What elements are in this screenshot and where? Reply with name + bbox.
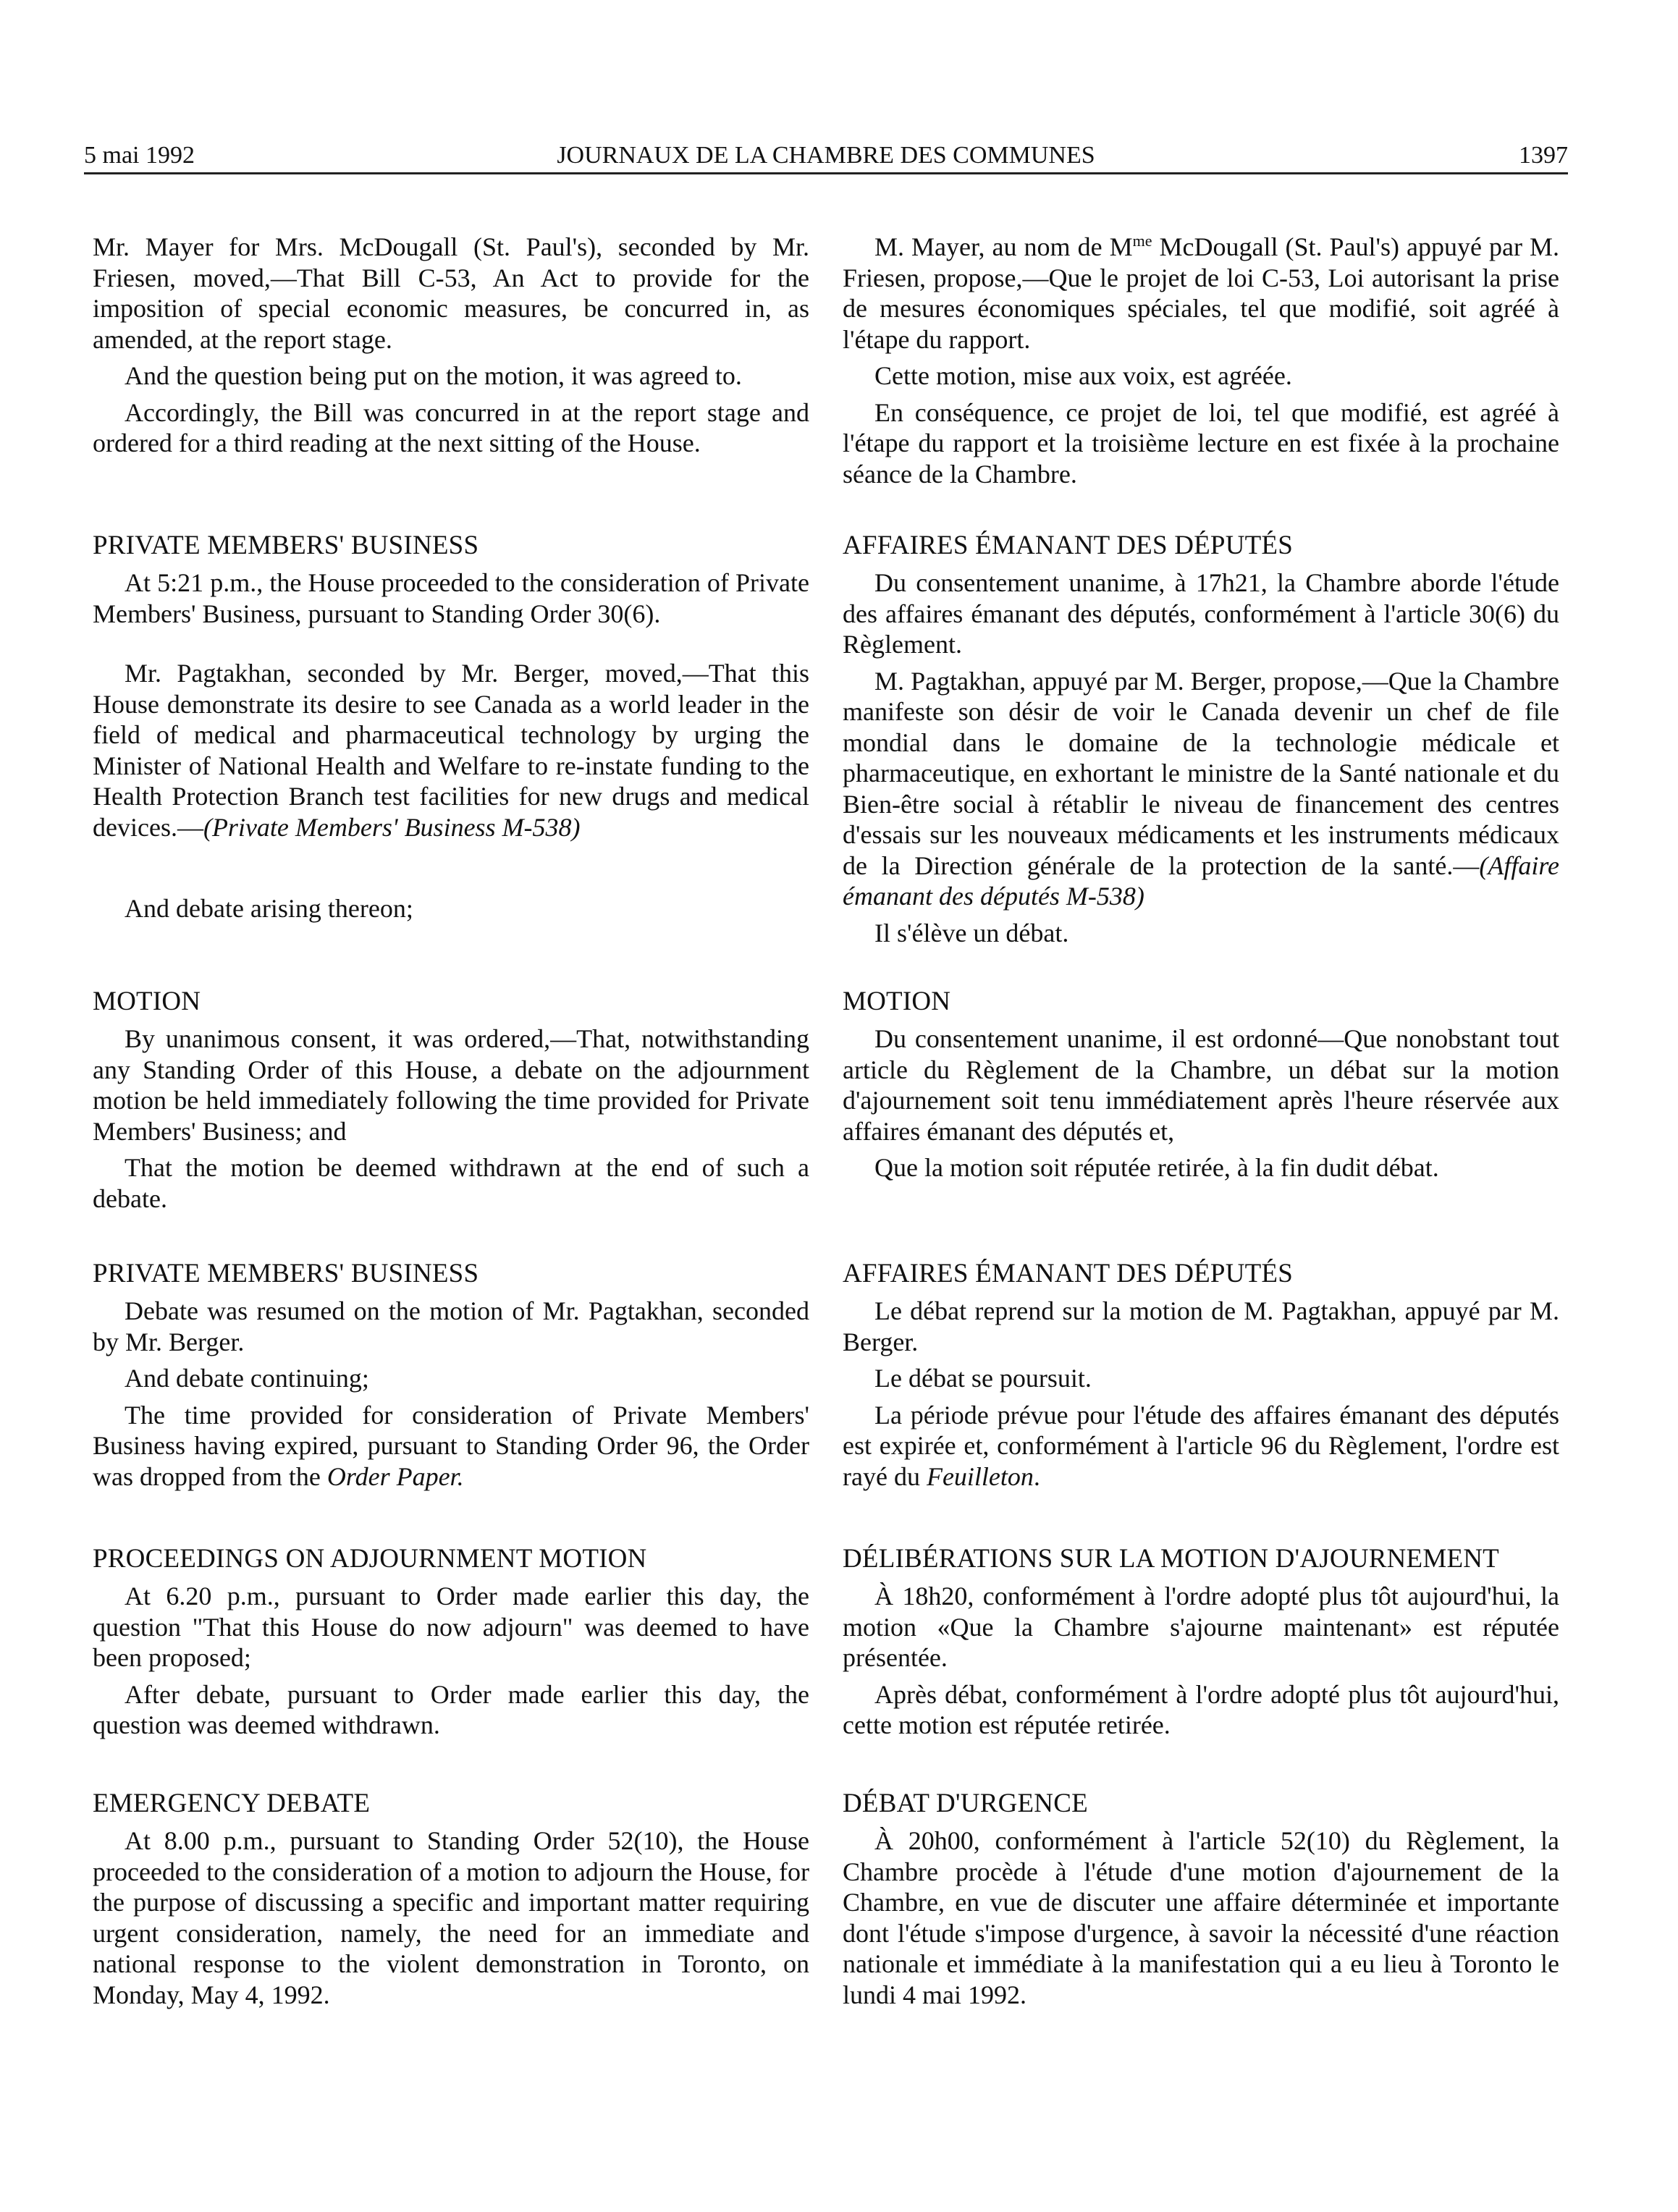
en-report-p2: And the question being put on the motion, it was agreed to.	[125, 361, 742, 390]
fr-pmb1-p2-ref: (Affaire émanant des députés M-538)	[843, 850, 1559, 911]
fr-pmb2-heading: AFFAIRES ÉMANANT DES DÉPUTÉS	[843, 1259, 1293, 1288]
fr-emergency-heading: DÉBAT D'URGENCE	[843, 1789, 1088, 1818]
en-report-stage	[93, 232, 809, 465]
en-emergency-heading: EMERGENCY DEBATE	[93, 1789, 371, 1818]
fr-emergency-section	[843, 1788, 1559, 2016]
fr-adjournment-section	[843, 1543, 1559, 1747]
en-motion-heading: MOTION	[93, 987, 201, 1016]
en-pmb2-section	[93, 1258, 809, 1498]
fr-pmb2-p3-text: La période prévue pour l'étude des affaires émanant des députés est expirée et, conformément à l'article 96 du Règlement, l'ordre est rayé du	[843, 1400, 1559, 1491]
fr-pmb1-p1: Du consentement unanime, à 17h21, la Chambre aborde l'étude des affaires émanant des députés, conformément à l'article 30(6) du Règlement.	[843, 568, 1559, 659]
fr-pmb2-p3-end: .	[1033, 1461, 1040, 1491]
fr-pmb2-p2: Le débat se poursuit.	[874, 1364, 1092, 1393]
en-adjournment-p2: After debate, pursuant to Order made earlier this day, the question was deemed withdrawn.	[93, 1679, 809, 1739]
en-motion-p2: That the motion be deemed withdrawn at the end of such a debate.	[93, 1153, 809, 1213]
fr-pmb2-p3-ref: Feuilleton	[926, 1461, 1034, 1491]
fr-report-p1-sup: me	[1132, 232, 1152, 250]
en-emergency-section	[93, 1788, 809, 2016]
fr-report-p3: En conséquence, ce projet de loi, tel que modifié, est agréé à l'étape du rapport et la troisième lecture en est fixée à la prochaine séance de la Chambre.	[843, 397, 1559, 489]
header-date: 5 mai 1992	[84, 142, 195, 169]
en-pmb1-p2	[93, 658, 809, 843]
en-pmb1-section	[93, 530, 809, 930]
fr-pmb1-section	[843, 530, 1559, 954]
en-pmb1-heading: PRIVATE MEMBERS' BUSINESS	[93, 531, 479, 560]
fr-pmb2-p1: Le débat reprend sur la motion de M. Pagtakhan, appuyé par M. Berger.	[843, 1296, 1559, 1356]
en-adjournment-section	[93, 1543, 809, 1747]
page-number: 1397	[1519, 142, 1568, 169]
fr-report-stage	[843, 232, 1559, 495]
en-pmb2-p2: And debate continuing;	[125, 1364, 369, 1393]
en-pmb2-p1: Debate was resumed on the motion of Mr. Pagtakhan, seconded by Mr. Berger.	[93, 1296, 809, 1356]
en-pmb2-p3	[93, 1400, 809, 1493]
en-pmb2-p3-text: The time provided for consideration of Private Members' Business having expired, pursuant to Standing Order 96, the Order was dropped from the	[93, 1400, 809, 1491]
en-report-p3: Accordingly, the Bill was concurred in at the report stage and ordered for a third reading at the next sitting of the House.	[93, 397, 809, 457]
fr-motion-heading: MOTION	[843, 987, 951, 1016]
en-pmb1-p1: At 5:21 p.m., the House proceeded to the consideration of Private Members' Business, pursuant to Standing Order 30(6).	[93, 568, 809, 628]
fr-pmb1-heading: AFFAIRES ÉMANANT DES DÉPUTÉS	[843, 531, 1293, 560]
page-header	[84, 138, 1568, 174]
fr-pmb2-section	[843, 1258, 1559, 1498]
en-adjournment-p1: At 6.20 p.m., pursuant to Order made earlier this day, the question "That this House do now adjourn" was deemed to have been proposed;	[93, 1582, 809, 1672]
fr-pmb1-p2-text: M. Pagtakhan, appuyé par M. Berger, propose,—Que la Chambre manifeste son désir de voir le Canada devenir un chef de file mondial dans le domaine de la technologie médicale et pharmaceutique, en exhortant le ministre de la Santé nationale et du Bien-être social à rétablir le niveau de financement des centres d'essais sur les nouveaux médicaments et les instruments médicaux de la Direction générale de la protection de la santé.—	[843, 666, 1559, 880]
en-pmb1-p2-text: Mr. Pagtakhan, seconded by Mr. Berger, moved,—That this House demonstrate its desire to see Canada as a world leader in the field of medical and pharmaceutical technology by urging the Minister of National Health and Welfare to re-instate funding to the Health Protection Branch test facilities for new drugs and medical devices.—	[93, 659, 809, 842]
fr-adjournment-p1: À 18h20, conformément à l'ordre adopté plus tôt aujourd'hui, la motion «Que la Chambre s'ajourne maintenant» est réputée présentée.	[843, 1582, 1559, 1672]
fr-motion-section	[843, 986, 1559, 1189]
fr-report-p1-a: M. Mayer, au nom de M	[874, 232, 1133, 261]
fr-report-p1	[843, 232, 1559, 355]
fr-pmb1-p2	[843, 666, 1559, 912]
fr-report-p2: Cette motion, mise aux voix, est agréée.	[874, 361, 1292, 390]
en-motion-section	[93, 986, 809, 1220]
header-title: JOURNAUX DE LA CHAMBRE DES COMMUNES	[557, 142, 1095, 169]
fr-pmb1-p3: Il s'élève un débat.	[874, 918, 1069, 947]
fr-motion-p1: Du consentement unanime, il est ordonné—Que nonobstant tout article du Règlement de la Chambre, un débat sur la motion d'ajournement soit tenu immédiatement après l'heure réservée aux affaires émanant des députés et,	[843, 1024, 1559, 1146]
fr-motion-p2: Que la motion soit réputée retirée, à la fin dudit débat.	[874, 1153, 1439, 1182]
en-pmb2-p3-ref: Order Paper.	[326, 1461, 464, 1491]
fr-adjournment-heading: DÉLIBÉRATIONS SUR LA MOTION D'AJOURNEMENT	[843, 1544, 1499, 1574]
fr-pmb2-p3	[843, 1400, 1559, 1493]
fr-report-p1-b: McDougall (St. Paul's) appuyé par M. Friesen, propose,—Que le projet de loi C-53, Loi autorisant la prise de mesures économiques spéciales, tel que modifié, soit agréé à l'étape du rapport.	[843, 232, 1559, 354]
en-pmb1-p2-ref: (Private Members' Business M-538)	[203, 812, 581, 842]
fr-emergency-p1: À 20h00, conformément à l'article 52(10) du Règlement, la Chambre procède à l'étude d'une motion d'ajournement de la Chambre, en vue de discuter une affaire déterminée et importante dont l'étude s'impose d'urgence, à savoir la nécessité d'une réaction nationale et immédiate à la manifestation qui a eu lieu à Toronto le lundi 4 mai 1992.	[843, 1826, 1559, 2009]
en-motion-p1: By unanimous consent, it was ordered,—That, notwithstanding any Standing Order of this House, a debate on the adjournment motion be held immediately following the time provided for Private Members' Business; and	[93, 1024, 809, 1146]
en-pmb2-heading: PRIVATE MEMBERS' BUSINESS	[93, 1259, 479, 1288]
en-emergency-p1: At 8.00 p.m., pursuant to Standing Order 52(10), the House proceeded to the consideration of a motion to adjourn the House, for the purpose of discussing a specific and important matter requiring urgent consideration, namely, the need for an immediate and national response to the violent demonstration in Toronto, on Monday, May 4, 1992.	[93, 1826, 809, 2009]
fr-adjournment-p2: Après débat, conformément à l'ordre adopté plus tôt aujourd'hui, cette motion est réputée retirée.	[843, 1679, 1559, 1739]
en-pmb1-p3: And debate arising thereon;	[125, 894, 413, 923]
en-report-p1: Mr. Mayer for Mrs. McDougall (St. Paul's), seconded by Mr. Friesen, moved,—That Bill C-53, An Act to provide for the imposition of special economic measures, be concurred in, as amended, at the report stage.	[93, 232, 809, 354]
en-adjournment-heading: PROCEEDINGS ON ADJOURNMENT MOTION	[93, 1544, 647, 1574]
